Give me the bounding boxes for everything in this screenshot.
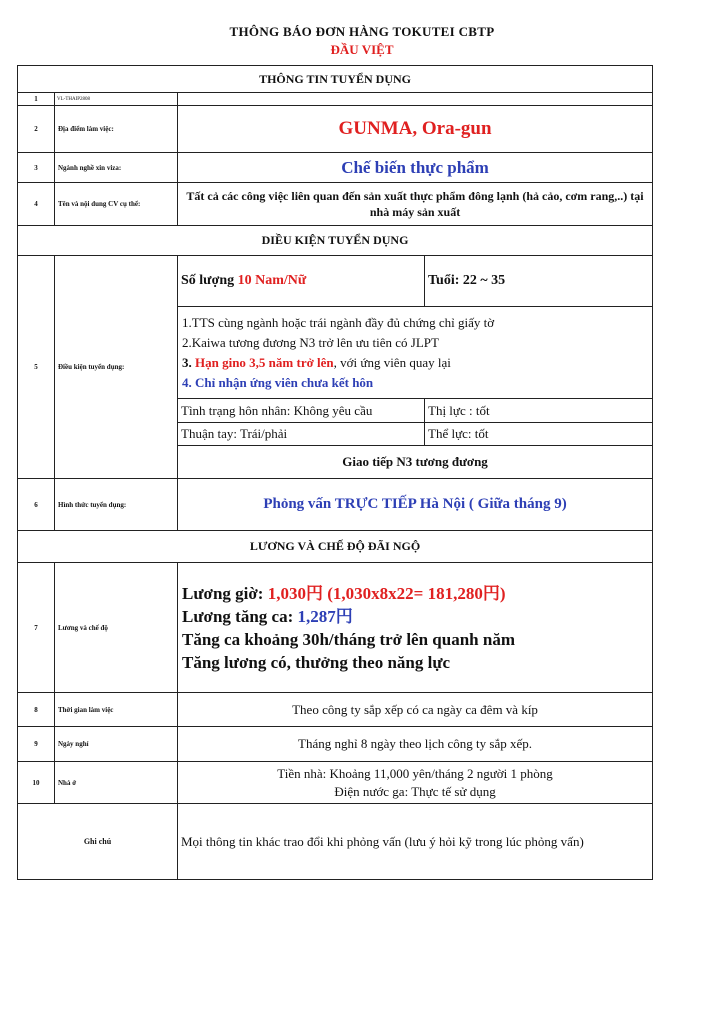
age-cell: Tuổi: 22 ~ 35: [425, 256, 653, 307]
requirement-item: 2.Kaiwa tương đương N3 trở lên ưu tiên có JLPT: [182, 334, 439, 350]
section-conditions: DIỀU KIỆN TUYỂN DỤNG: [18, 226, 653, 256]
row-number: 7: [18, 563, 55, 693]
housing-utilities: Điện nước ga: Thực tế sử dụng: [334, 783, 496, 799]
communication-requirement: Giao tiếp N3 tương đương: [178, 446, 653, 479]
raise-bonus: Tăng lương có, thưởng theo năng lực: [182, 652, 451, 672]
section-recruitment-info: THÔNG TIN TUYỂN DỤNG: [18, 66, 653, 93]
housing-label: Nhà ở: [55, 762, 178, 804]
workplace-label: Địa điểm làm việc:: [55, 106, 178, 153]
job-order-table: [17, 65, 653, 880]
section-salary-benefits: LƯƠNG VÀ CHẾ ĐỘ ĐÃI NGỘ: [18, 531, 653, 563]
row-number: 4: [18, 183, 55, 226]
conditions-label: Điều kiện tuyển dụng:: [55, 256, 178, 479]
quantity-cell: Số lượng 10 Nam/Nữ: [178, 256, 425, 307]
row-number: 5: [18, 256, 55, 479]
requirement-item: 4. Chỉ nhận ứng viên chưa kết hôn: [182, 374, 374, 390]
visa-job-label: Ngành nghề xin viza:: [55, 153, 178, 183]
row-number: 2: [18, 106, 55, 153]
handedness: Thuận tay: Trái/phải: [178, 423, 425, 446]
requirement-item: 3. Hạn gino 3,5 năm trở lên, với ứng viên quay lại: [182, 354, 451, 370]
recruitment-method-label: Hình thức tuyển dụng:: [55, 479, 178, 531]
salary-label: Lương và chế độ: [55, 563, 178, 693]
marital-status: Tình trạng hôn nhân: Không yêu cầu: [178, 399, 425, 423]
vision: Thị lực : tốt: [425, 399, 653, 423]
row-number: 6: [18, 479, 55, 531]
workplace-value: GUNMA, Ora-gun: [178, 106, 653, 153]
housing-rent: Tiền nhà: Khoảng 11,000 yên/tháng 2 người 1 phòng: [277, 765, 553, 781]
row-number: 8: [18, 693, 55, 727]
order-code: VL-THAIP2808: [55, 93, 178, 106]
row-number: 3: [18, 153, 55, 183]
note-value: Mọi thông tin khác trao đổi khi phỏng vấn (lưu ý hỏi kỹ trong lúc phỏng vấn): [178, 804, 653, 880]
hourly-wage: Lương giờ: 1,030円 (1,030x8x22= 181,280円): [182, 583, 506, 603]
note-label: Ghi chú: [18, 804, 178, 880]
fitness: Thể lực: tốt: [425, 423, 653, 446]
visa-job-value: Chế biến thực phẩm: [178, 153, 653, 183]
requirements-list: [178, 307, 653, 399]
recruitment-method-value: Phỏng vấn TRỰC TIẾP Hà Nội ( Giữa tháng 9): [178, 479, 653, 531]
job-description-value: Tất cả các công việc liên quan đến sản xuất thực phẩm đông lạnh (hả cảo, cơm rang,..) tại nhà máy sản xuất: [178, 183, 653, 226]
overtime-hours: Tăng ca khoảng 30h/tháng trở lên quanh năm: [182, 629, 515, 649]
housing-value: [178, 762, 653, 804]
days-off-value: Tháng nghỉ 8 ngày theo lịch công ty sắp xếp.: [178, 727, 653, 762]
document-subtitle: ĐẦU VIỆT: [330, 42, 394, 57]
row-number: 10: [18, 762, 55, 804]
job-description-label: Tên và nội dung CV cụ thể:: [55, 183, 178, 226]
working-time-value: Theo công ty sắp xếp có ca ngày ca đêm và kíp: [178, 693, 653, 727]
requirement-item: 1.TTS cùng ngành hoặc trái ngành đầy đủ chứng chỉ giấy tờ: [182, 314, 495, 330]
overtime-wage: Lương tăng ca: 1,287円: [182, 606, 353, 626]
row-number: 1: [18, 93, 55, 106]
salary-details: [178, 563, 653, 693]
document-title: THÔNG BÁO ĐƠN HÀNG TOKUTEI CBTP: [229, 24, 495, 39]
row-number: 9: [18, 727, 55, 762]
days-off-label: Ngày nghỉ: [55, 727, 178, 762]
working-time-label: Thời gian làm việc: [55, 693, 178, 727]
